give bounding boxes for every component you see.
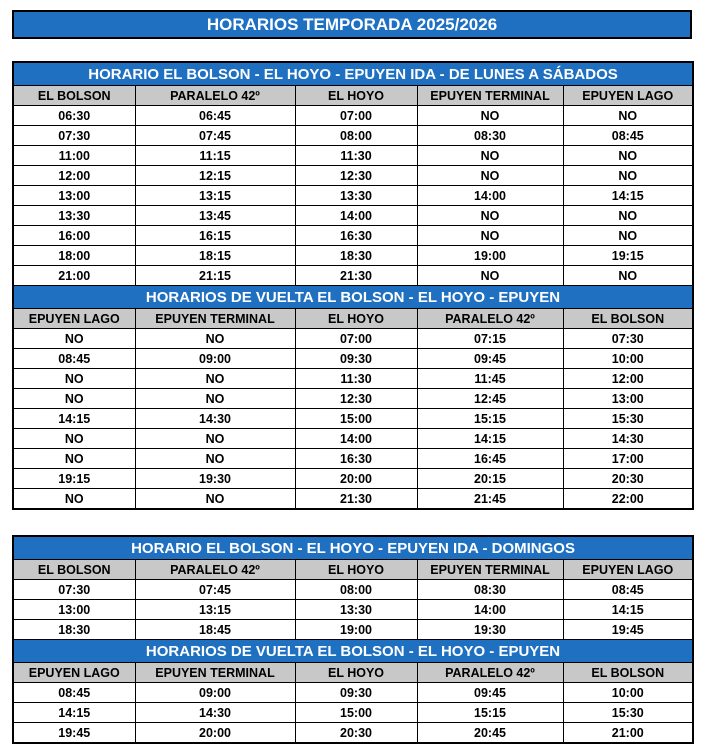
table-cell: NO	[417, 146, 563, 166]
table-cell: 16:15	[135, 226, 295, 246]
table-row	[13, 186, 693, 206]
column-header: EPUYEN LAGO	[563, 86, 693, 106]
column-header: EL HOYO	[295, 560, 417, 580]
table-cell: 13:00	[13, 600, 135, 620]
table-cell: 21:00	[13, 266, 135, 286]
sunday-ida-title: HORARIO EL BOLSON - EL HOYO - EPUYEN IDA - DOMINGOS	[13, 536, 693, 560]
table-cell: NO	[13, 369, 135, 389]
table-row	[13, 349, 693, 369]
table-row	[13, 126, 693, 146]
table-cell: 19:45	[563, 620, 693, 640]
column-header: EL HOYO	[295, 86, 417, 106]
table-cell: NO	[13, 329, 135, 349]
table-cell: NO	[135, 489, 295, 510]
sunday-vuelta-title: HORARIOS DE VUELTA EL BOLSON - EL HOYO - EPUYEN	[13, 640, 693, 663]
table-cell: 22:00	[563, 489, 693, 510]
column-header: PARALELO 42º	[417, 309, 563, 329]
column-header: EL HOYO	[295, 663, 417, 683]
table-cell: 18:00	[13, 246, 135, 266]
table-cell: 09:45	[417, 683, 563, 703]
table-cell: 07:15	[417, 329, 563, 349]
table-cell: 08:00	[295, 126, 417, 146]
table-cell: 06:30	[13, 106, 135, 126]
table-cell: NO	[135, 449, 295, 469]
table-cell: 21:30	[295, 489, 417, 510]
table-row	[13, 389, 693, 409]
column-header: EPUYEN TERMINAL	[417, 560, 563, 580]
table-cell: 20:00	[135, 723, 295, 744]
table-cell: NO	[563, 266, 693, 286]
column-header: EPUYEN LAGO	[13, 663, 135, 683]
table-cell: 14:30	[135, 703, 295, 723]
table-cell: 21:30	[295, 266, 417, 286]
table-cell: 09:30	[295, 349, 417, 369]
table-cell: NO	[13, 489, 135, 510]
table-cell: NO	[135, 389, 295, 409]
table-row	[13, 620, 693, 640]
table-row	[13, 449, 693, 469]
table-cell: 12:00	[13, 166, 135, 186]
table-cell: 14:00	[295, 206, 417, 226]
sunday-ida-rows	[13, 580, 693, 640]
table-cell: 13:30	[295, 186, 417, 206]
table-cell: 16:45	[417, 449, 563, 469]
table-cell: 20:30	[295, 723, 417, 744]
table-row	[13, 266, 693, 286]
table-cell: 14:15	[563, 600, 693, 620]
table-cell: 14:15	[563, 186, 693, 206]
table-cell: 11:30	[295, 146, 417, 166]
table-cell: 07:45	[135, 126, 295, 146]
table-cell: 20:00	[295, 469, 417, 489]
table-cell: 18:30	[13, 620, 135, 640]
table-cell: 11:00	[13, 146, 135, 166]
table-cell: 15:15	[417, 703, 563, 723]
table-row	[13, 106, 693, 126]
table-cell: NO	[417, 106, 563, 126]
sunday-vuelta-rows	[13, 683, 693, 744]
table-cell: 08:45	[13, 683, 135, 703]
table-row	[13, 329, 693, 349]
column-header-row	[13, 309, 693, 329]
table-cell: NO	[563, 226, 693, 246]
column-header-row	[13, 560, 693, 580]
table-cell: 18:15	[135, 246, 295, 266]
table-cell: 07:45	[135, 580, 295, 600]
column-header-row	[13, 663, 693, 683]
table-cell: 07:00	[295, 106, 417, 126]
table-cell: NO	[563, 166, 693, 186]
column-header: EL BOLSON	[13, 86, 135, 106]
table-cell: 19:30	[135, 469, 295, 489]
table-cell: 18:45	[135, 620, 295, 640]
table-cell: 10:00	[563, 683, 693, 703]
table-cell: 21:45	[417, 489, 563, 510]
sunday-schedule-table	[12, 535, 694, 744]
weekday-ida-rows	[13, 106, 693, 286]
table-cell: NO	[417, 226, 563, 246]
table-cell: 12:30	[295, 389, 417, 409]
column-header: EPUYEN TERMINAL	[417, 86, 563, 106]
table-cell: NO	[417, 166, 563, 186]
table-row	[13, 469, 693, 489]
table-cell: 09:00	[135, 683, 295, 703]
table-cell: 21:00	[563, 723, 693, 744]
table-cell: 14:30	[563, 429, 693, 449]
weekday-schedule-table	[12, 61, 694, 510]
table-cell: NO	[417, 206, 563, 226]
column-header: PARALELO 42º	[135, 560, 295, 580]
weekday-ida-section	[13, 62, 693, 106]
table-cell: 14:00	[417, 600, 563, 620]
table-cell: 09:00	[135, 349, 295, 369]
table-cell: 08:45	[13, 349, 135, 369]
table-cell: 12:00	[563, 369, 693, 389]
table-cell: NO	[135, 429, 295, 449]
table-cell: 10:00	[563, 349, 693, 369]
table-row	[13, 703, 693, 723]
table-cell: 13:00	[13, 186, 135, 206]
table-cell: 09:45	[417, 349, 563, 369]
table-row	[13, 723, 693, 744]
table-cell: 12:45	[417, 389, 563, 409]
sunday-ida-section	[13, 536, 693, 580]
weekday-vuelta-section	[13, 286, 693, 329]
table-cell: 11:15	[135, 146, 295, 166]
table-cell: 14:00	[295, 429, 417, 449]
table-row	[13, 409, 693, 429]
table-cell: 13:45	[135, 206, 295, 226]
table-cell: 19:00	[417, 246, 563, 266]
table-row	[13, 429, 693, 449]
table-cell: NO	[13, 449, 135, 469]
table-cell: 08:45	[563, 580, 693, 600]
table-cell: 15:30	[563, 409, 693, 429]
table-cell: 16:30	[295, 449, 417, 469]
column-header: EPUYEN TERMINAL	[135, 309, 295, 329]
table-cell: 19:45	[13, 723, 135, 744]
table-cell: 13:30	[295, 600, 417, 620]
table-cell: 08:45	[563, 126, 693, 146]
table-row	[13, 683, 693, 703]
table-cell: 19:30	[417, 620, 563, 640]
table-cell: 15:00	[295, 703, 417, 723]
table-cell: NO	[563, 146, 693, 166]
table-row	[13, 226, 693, 246]
column-header: PARALELO 42º	[417, 663, 563, 683]
table-cell: 06:45	[135, 106, 295, 126]
table-cell: 14:00	[417, 186, 563, 206]
table-cell: 14:15	[417, 429, 563, 449]
table-cell: 12:15	[135, 166, 295, 186]
table-cell: 07:30	[13, 126, 135, 146]
table-cell: 08:30	[417, 580, 563, 600]
table-row	[13, 369, 693, 389]
table-cell: 11:45	[417, 369, 563, 389]
table-cell: 19:15	[13, 469, 135, 489]
table-cell: 07:30	[13, 580, 135, 600]
table-cell: NO	[417, 266, 563, 286]
table-row	[13, 146, 693, 166]
column-header: EPUYEN LAGO	[563, 560, 693, 580]
table-row	[13, 489, 693, 510]
table-cell: 15:30	[563, 703, 693, 723]
column-header: EL HOYO	[295, 309, 417, 329]
table-cell: 19:15	[563, 246, 693, 266]
column-header: EPUYEN LAGO	[13, 309, 135, 329]
page-title: HORARIOS TEMPORADA 2025/2026	[12, 10, 692, 39]
table-cell: NO	[13, 429, 135, 449]
column-header-row	[13, 86, 693, 106]
table-cell: 15:15	[417, 409, 563, 429]
table-cell: 18:30	[295, 246, 417, 266]
column-header: EPUYEN TERMINAL	[135, 663, 295, 683]
weekday-ida-title: HORARIO EL BOLSON - EL HOYO - EPUYEN IDA - DE LUNES A SÁBADOS	[13, 62, 693, 86]
table-cell: NO	[135, 329, 295, 349]
table-cell: NO	[563, 206, 693, 226]
table-row	[13, 166, 693, 186]
table-row	[13, 246, 693, 266]
sunday-vuelta-section	[13, 640, 693, 683]
column-header: EL BOLSON	[13, 560, 135, 580]
column-header: PARALELO 42º	[135, 86, 295, 106]
table-cell: 14:15	[13, 409, 135, 429]
table-cell: 08:00	[295, 580, 417, 600]
table-cell: 20:30	[563, 469, 693, 489]
table-cell: 17:00	[563, 449, 693, 469]
table-cell: 13:15	[135, 600, 295, 620]
column-header: EL BOLSON	[563, 663, 693, 683]
table-cell: 20:15	[417, 469, 563, 489]
weekday-vuelta-rows	[13, 329, 693, 510]
table-row	[13, 580, 693, 600]
table-cell: 13:00	[563, 389, 693, 409]
column-header: EL BOLSON	[563, 309, 693, 329]
table-cell: NO	[135, 369, 295, 389]
table-cell: 16:00	[13, 226, 135, 246]
table-cell: 07:00	[295, 329, 417, 349]
table-cell: NO	[563, 106, 693, 126]
table-cell: 14:15	[13, 703, 135, 723]
table-row	[13, 600, 693, 620]
table-row	[13, 206, 693, 226]
table-cell: 16:30	[295, 226, 417, 246]
table-cell: 09:30	[295, 683, 417, 703]
weekday-vuelta-title: HORARIOS DE VUELTA EL BOLSON - EL HOYO - EPUYEN	[13, 286, 693, 309]
table-cell: 13:30	[13, 206, 135, 226]
table-cell: 12:30	[295, 166, 417, 186]
table-cell: 13:15	[135, 186, 295, 206]
table-cell: 08:30	[417, 126, 563, 146]
table-cell: 19:00	[295, 620, 417, 640]
table-cell: 21:15	[135, 266, 295, 286]
table-cell: 15:00	[295, 409, 417, 429]
table-cell: 07:30	[563, 329, 693, 349]
table-cell: NO	[13, 389, 135, 409]
table-cell: 14:30	[135, 409, 295, 429]
table-cell: 11:30	[295, 369, 417, 389]
table-cell: 20:45	[417, 723, 563, 744]
